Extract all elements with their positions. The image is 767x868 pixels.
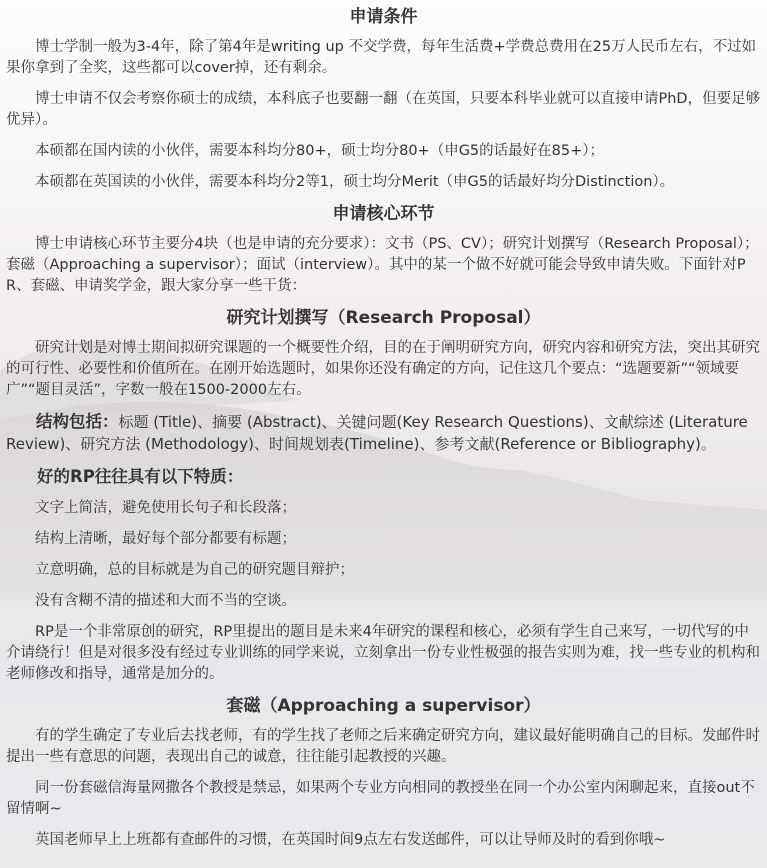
traits-heading: 好的RP往往具有以下特质：	[37, 467, 244, 486]
trait-item: 立意明确，总的目标就是为自己的研究题目辩护；	[35, 562, 354, 578]
paragraph: 研究计划是对博士期间拟研究课题的一个概要性介绍，目的在于阐明研究方向，研究内容和研究方法，突出其研究的可行性、必要性和价值所在。在刚开始选题时，如果你还没有确定的方向，记住这几个要点：“选题要新”“领域要广”“题目灵活”，字数一般在1500-2000左右。	[6, 340, 760, 398]
paragraph: 博士申请不仅会考察你硕士的成绩，本科底子也要翻一翻（在英国，只要本科毕业就可以直接申请PhD，但要足够优异）。	[6, 91, 761, 128]
paragraph: RP是一个非常原创的研究，RP里提出的题目是未来4年研究的课程和核心，必须有学生自己来写，一切代写的中介请绕行！但是对很多没有经过专业训练的同学来说，立刻拿出一份专业性极强的报告实则为难，找一些专业的机构和老师修改和指导，通常是加分的。	[6, 624, 760, 682]
structure-text: 标题 (Title)、摘要 (Abstract)、关键问题(Key Research Questions)、文献综述 (Literature Review)、研究方法 (Methodology)、时间规划表(Timeline)、参考文献(Reference or Bibliography)。	[6, 413, 748, 453]
paragraph: 有的学生确定了专业后去找老师，有的学生找了老师之后来确定研究方向，建议最好能明确自己的目标。发邮件时提出一些有意思的问题，表现出自己的诚意，往往能引起教授的兴趣。	[6, 728, 760, 765]
paragraph: 本硕都在英国读的小伙伴，需要本科均分2等1，硕士均分Merit（申G5的话最好均分Distinction）。	[35, 174, 675, 190]
structure-lead: 结构包括：	[36, 412, 119, 431]
heading-rp: 研究计划撰写（Research Proposal）	[226, 308, 541, 328]
paragraph: 博士申请核心环节主要分4块（也是申请的充分要求）：文书（PS、CV）；研究计划撰写（Research Proposal）；套磁（Approaching a supervisor）；面试（interview）。其中的某一个做不好就可能会导致申请失败。下面针对PR、套磁、申请奖学金，跟大家分享一些干货：	[6, 236, 759, 294]
heading-conditions: 申请条件	[349, 7, 418, 27]
trait-item: 文字上简洁，避免使用长句子和长段落；	[35, 500, 296, 516]
paragraph-structure	[6, 411, 761, 455]
heading-approach: 套磁（Approaching a supervisor）	[226, 696, 541, 716]
paragraph: 博士学制一般为3-4年，除了第4年是writing up 不交学费，每年生活费+学费总费用在25万人民币左右，不过如果你拿到了全奖，这些都可以cover掉，还有剩余。	[6, 39, 757, 76]
paragraph: 英国老师早上上班都有查邮件的习惯，在英国时间9点左右发送邮件，可以让导师及时的看到你哦~	[35, 832, 666, 848]
trait-item: 没有含糊不清的描述和大而不当的空谈。	[35, 593, 296, 609]
paragraph: 本硕都在国内读的小伙伴，需要本科均分80+，硕士均分80+（申G5的话最好在85+）；	[35, 143, 605, 159]
trait-item: 结构上清晰，最好每个部分都要有标题；	[35, 531, 296, 547]
paragraph: 同一份套磁信海量网撒各个教授是禁忌，如果两个专业方向相同的教授坐在同一个办公室内闲聊起来，直接out不留情啊~	[6, 780, 755, 817]
heading-core: 申请核心环节	[332, 204, 435, 224]
